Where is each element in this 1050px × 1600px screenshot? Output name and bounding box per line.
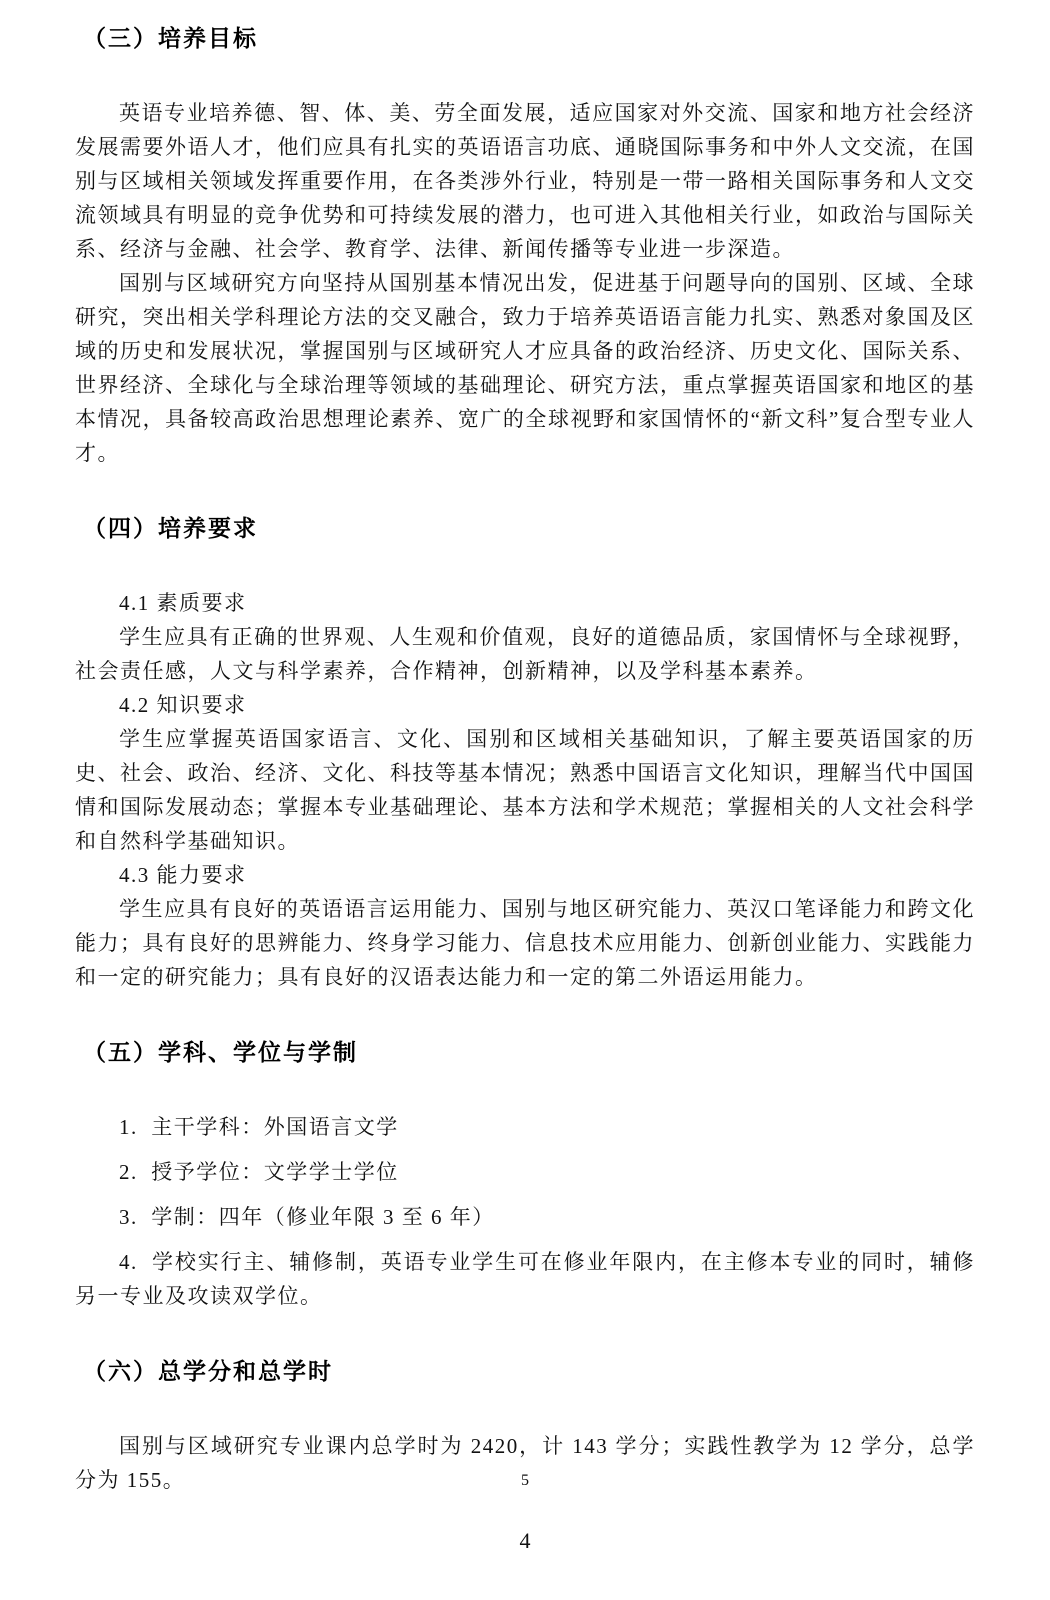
subsection-title-knowledge: 4.2 知识要求 [119, 693, 247, 717]
paragraph-training-objectives-1: 英语专业培养德、智、体、美、劳全面发展，适应国家对外交流、国家和地方社会经济发展需要外语人才，他们应具有扎实的英语语言功底、通晓国际事务和中外人文交流，在国别与区域相关领域发挥重要作用，在各类涉外行业，特别是一带一路相关国际事务和人文交流领域具有明显的竞争优势和可持续发展的潜力，也可进入其他相关行业，如政治与国际关系、经济与金融、社会学、教育学、法律、新闻传播等专业进一步深造。 [75, 101, 975, 261]
paragraph-training-objectives-2: 国别与区域研究方向坚持从国别基本情况出发，促进基于问题导向的国别、区域、全球研究，突出相关学科理论方法的交叉融合，致力于培养英语语言能力扎实、熟悉对象国及区域的历史和发展状况，掌握国别与区域研究人才应具备的政治经济、历史文化、国际关系、世界经济、全球化与全球治理等领域的基础理论、研究方法，重点掌握英语国家和地区的基本情况，具备较高政治思想理论素养、宽广的全球视野和家国情怀的“新文科”复合型专业人才。 [75, 271, 975, 465]
section-heading-total-credits: （六）总学分和总学时 [83, 1359, 333, 1385]
list-item-core-discipline: 1. 主干学科：外国语言文学 [119, 1115, 399, 1139]
section-heading-training-objectives: （三）培养目标 [83, 26, 258, 52]
subsection-title-ability: 4.3 能力要求 [119, 863, 247, 887]
section-heading-training-requirements: （四）培养要求 [83, 516, 258, 542]
paragraph-knowledge-requirements: 学生应掌握英语国家语言、文化、国别和区域相关基础知识，了解主要英语国家的历史、社会、政治、经济、文化、科技等基本情况；熟悉中国语言文化知识，理解当代中国国情和国际发展动态；掌握本专业基础理论、基本方法和学术规范；掌握相关的人文社会科学和自然科学基础知识。 [75, 727, 975, 853]
page-number-inner: 5 [521, 1472, 529, 1489]
degree-list [75, 1110, 975, 1313]
paragraph-ability-requirements: 学生应具有良好的英语语言运用能力、国别与地区研究能力、英汉口笔译能力和跨文化能力；具有良好的思辨能力、终身学习能力、信息技术应用能力、创新创业能力、实践能力和一定的研究能力；具有良好的汉语表达能力和一定的第二外语运用能力。 [75, 897, 975, 989]
list-item-study-duration: 3. 学制：四年（修业年限 3 至 6 年） [119, 1205, 495, 1229]
list-item-degree-awarded: 2. 授予学位：文学学士学位 [119, 1160, 399, 1184]
paragraph-total-credits: 国别与区域研究专业课内总学时为 2420，计 143 学分；实践性教学为 12 学分，总学分为 155。 [75, 1434, 975, 1492]
list-item-minor-policy: 4. 学校实行主、辅修制，英语专业学生可在修业年限内，在主修本专业的同时，辅修另一专业及攻读双学位。 [75, 1250, 975, 1308]
subsection-title-quality: 4.1 素质要求 [119, 591, 247, 615]
section-heading-discipline-degree: （五）学科、学位与学制 [83, 1040, 358, 1066]
page-number-outer: 4 [519, 1528, 531, 1553]
document-content [75, 24, 975, 1497]
paragraph-quality-requirements: 学生应具有正确的世界观、人生观和价值观，良好的道德品质，家国情怀与全球视野，社会责任感，人文与科学素养，合作精神，创新精神，以及学科基本素养。 [75, 625, 975, 683]
